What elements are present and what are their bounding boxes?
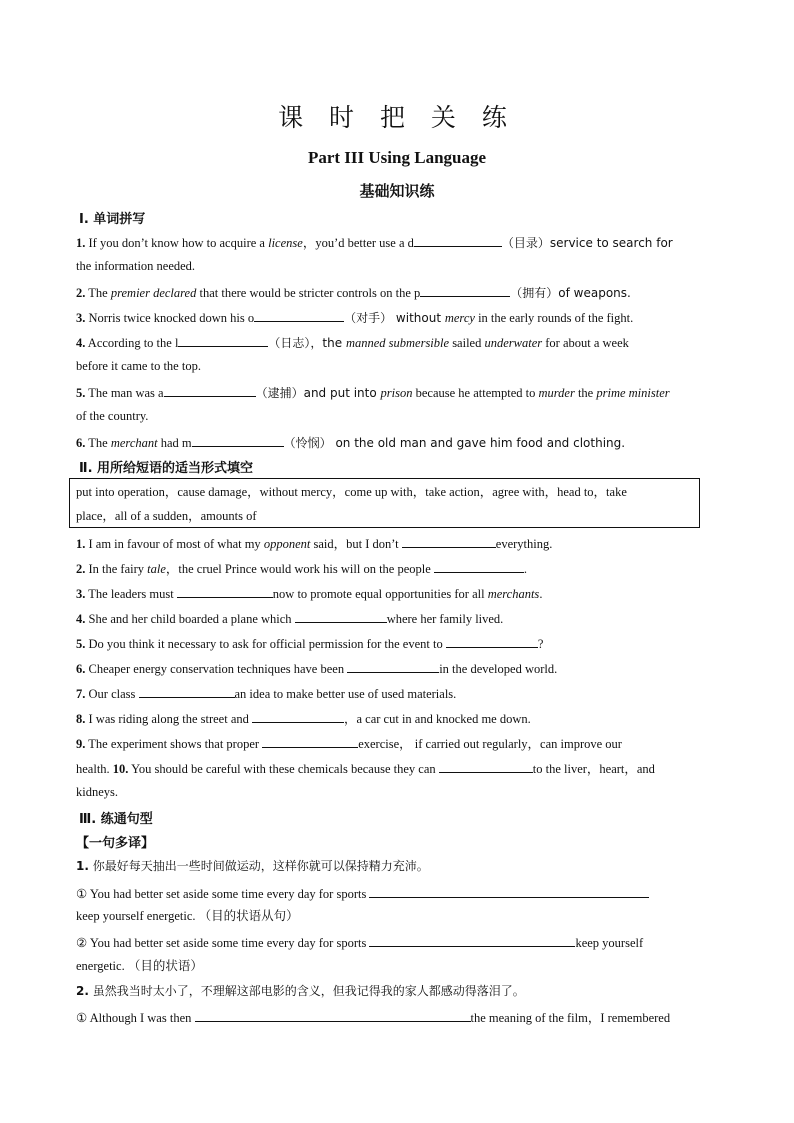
s2-q9: 9. The experiment shows that proper exercise， if carried out regularly，can improve our (76, 734, 726, 752)
s3-q1-option-2-cont: energetic. （目的状语） (76, 959, 203, 973)
answer-blank[interactable] (139, 684, 235, 698)
s3-q1: 1. 你最好每天抽出一些时间做运动，这样你就可以保持精力充沛。 (76, 859, 429, 873)
answer-blank[interactable] (420, 283, 510, 297)
s2-q6: 6. Cheaper energy conservation techniques have been in the developed world. (76, 659, 726, 677)
answer-blank[interactable] (262, 734, 358, 748)
phrase-box-line-2: place，all of a sudden，amounts of (76, 509, 257, 523)
answer-blank[interactable] (192, 433, 284, 447)
page-title: 课 时 把 关 练 (278, 103, 516, 132)
s2-q3: 3. The leaders must now to promote equal opportunities for all merchants. (76, 584, 726, 602)
s2-q8: 8. I was riding along the street and ，a car cut in and knocked me down. (76, 709, 726, 727)
s2-q10-cont: kidneys. (76, 785, 119, 799)
s3-q2-option-1: ① Although I was then the meaning of the film，I remembered (76, 1008, 726, 1026)
s1-q1: 1. If you don’t know how to acquire a license，you’d better use a d （目录）service to search for (76, 233, 726, 251)
s2-q10: health. 10. You should be careful with these chemicals because they can to the liver，heart，and (76, 759, 726, 777)
answer-blank[interactable] (439, 759, 533, 773)
s1-q6: 6. The merchant had m （怜悯） on the old man and gave him food and clothing. (76, 433, 726, 451)
s1-q1-cont: the information needed. (76, 259, 196, 273)
s1-q4: 4. According to the l （日志），the manned submersible sailed underwater for about a week (76, 333, 726, 351)
answer-blank[interactable] (252, 709, 344, 723)
s2-q2: 2. In the fairy tale，the cruel Prince would work his will on the people . (76, 559, 726, 577)
s1-q3: 3. Norris twice knocked down his o （对手） without mercy in the early rounds of the fight. (76, 308, 726, 326)
answer-blank[interactable] (402, 534, 496, 548)
answer-blank[interactable] (369, 933, 575, 947)
answer-blank[interactable] (295, 609, 387, 623)
answer-blank[interactable] (446, 634, 538, 648)
section-3-heading: Ⅲ. 练通句型 (79, 812, 153, 827)
s1-q5-cont: of the country. (76, 409, 149, 423)
answer-blank[interactable] (177, 584, 273, 598)
answer-blank[interactable] (414, 233, 502, 247)
s3-q1-option-2: ② You had better set aside some time every day for sports keep yourself (76, 933, 726, 951)
s1-q5: 5. The man was a （逮捕）and put into prison because he attempted to murder the prime minister (76, 383, 726, 401)
section-2-heading: Ⅱ. 用所给短语的适当形式填空 (79, 461, 254, 476)
answer-blank[interactable] (347, 659, 439, 673)
s1-q2: 2. The premier declared that there would be stricter controls on the p （拥有）of weapons. (76, 283, 726, 301)
answer-blank[interactable] (254, 308, 344, 322)
s1-q4-cont: before it came to the top. (76, 359, 201, 373)
answer-blank[interactable] (434, 559, 524, 573)
s2-q7: 7. Our class an idea to make better use of used materials. (76, 684, 726, 702)
s2-q5: 5. Do you think it necessary to ask for official permission for the event to ? (76, 634, 726, 652)
answer-blank[interactable] (369, 884, 649, 898)
phrase-box-line-1: put into operation，cause damage，without mercy，come up with，take action，agree with，head to，take (76, 485, 627, 499)
translation-tag: 【一句多译】 (76, 836, 155, 851)
answer-blank[interactable] (195, 1008, 471, 1022)
section-subtitle: 基础知识练 (359, 182, 435, 200)
part-title: Part III Using Language (307, 148, 487, 167)
s3-q1-option-1-cont: keep yourself energetic. （目的状语从句） (76, 909, 299, 923)
s2-q1: 1. I am in favour of most of what my opponent said，but I don’t everything. (76, 534, 726, 552)
s3-q1-option-1: ① You had better set aside some time every day for sports (76, 884, 726, 902)
answer-blank[interactable] (164, 383, 256, 397)
section-1-heading: Ⅰ. 单词拼写 (79, 212, 146, 227)
answer-blank[interactable] (178, 333, 268, 347)
s3-q2: 2. 虽然我当时太小了，不理解这部电影的含义，但我记得我的家人都感动得落泪了。 (76, 984, 525, 998)
s2-q4: 4. She and her child boarded a plane which where her family lived. (76, 609, 726, 627)
